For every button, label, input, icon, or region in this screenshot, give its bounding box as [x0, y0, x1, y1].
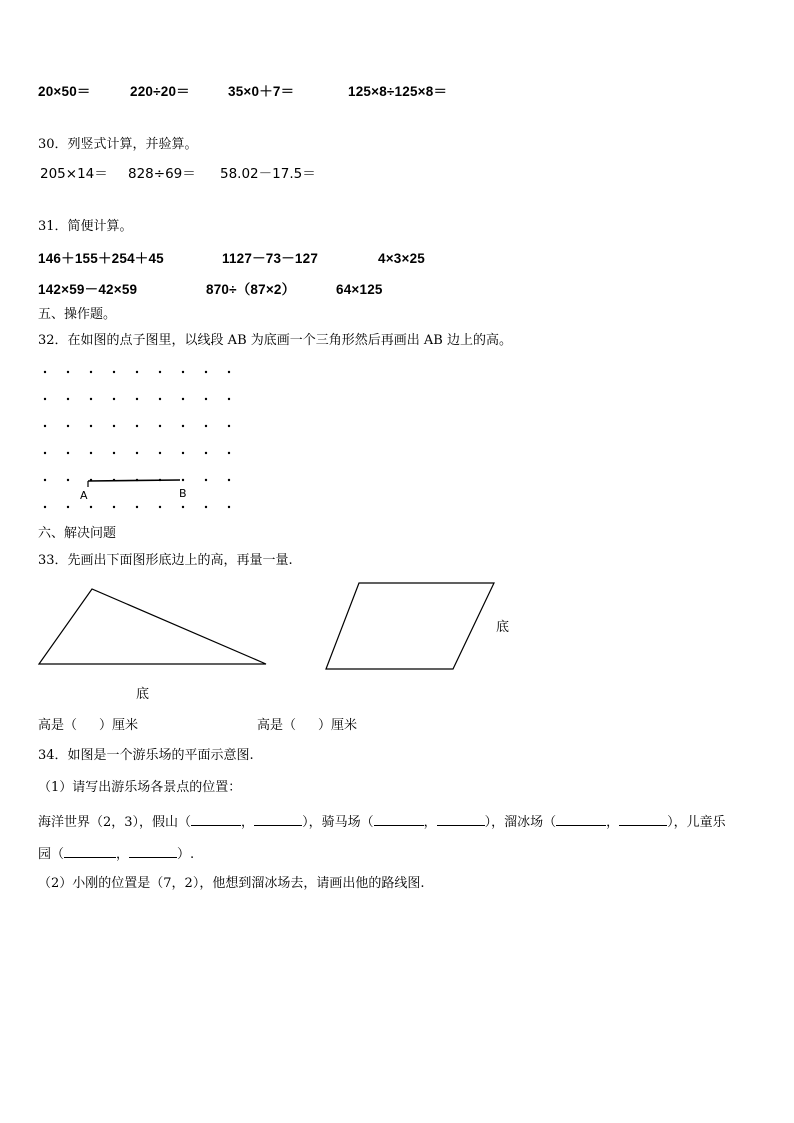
calc-item-1: 20×50＝ [38, 84, 91, 99]
grid-dot [67, 452, 69, 454]
grid-dot [136, 398, 138, 400]
q33-title: 33．先画出下面图形底边上的高，再量一量. [38, 553, 293, 568]
q34-part1-title: （1）请写出游乐场各景点的位置： [38, 780, 242, 795]
grid-dot [228, 479, 230, 481]
triangle-base-label: 底 [136, 687, 150, 702]
grid-dot [44, 371, 46, 373]
grid-dot [205, 425, 207, 427]
answer-left [38, 719, 138, 732]
grid-dot [44, 479, 46, 481]
parallelogram-figure [322, 580, 502, 675]
grid-dot [90, 398, 92, 400]
grid-dot [182, 371, 184, 373]
q34-title: 34．如图是一个游乐场的平面示意图. [38, 748, 254, 763]
q32-title: 32．在如图的点子图里，以线段 AB 为底画一个三角形然后再画出 AB 边上的高。 [38, 333, 512, 348]
grid-dot [182, 452, 184, 454]
calc-item-2: 220÷20＝ [130, 84, 190, 99]
grid-dot [113, 425, 115, 427]
grid-dot [228, 425, 230, 427]
q30-item-3: 58.02－17.5＝ [220, 166, 316, 182]
answer-right-close: ）厘米 [318, 718, 358, 733]
dot-grid [44, 371, 230, 508]
grid-dot [159, 398, 161, 400]
grid-dot [182, 398, 184, 400]
children-x-blank[interactable] [64, 845, 116, 858]
skating-text: ），溜冰场（ [484, 815, 557, 830]
grid-dot [113, 371, 115, 373]
ocean-world-text: 海洋世界（2，3），假山（ [38, 815, 192, 830]
grid-dot [228, 506, 230, 508]
triangle-figure [36, 586, 276, 676]
answer-left-close: ）厘米 [99, 718, 139, 733]
grid-dot [67, 398, 69, 400]
q34-part2: （2）小刚的位置是（7，2），他想到溜冰场去，请画出他的路线图. [38, 876, 425, 891]
triangle [39, 589, 266, 664]
grid-dot [113, 452, 115, 454]
grid-dot [136, 371, 138, 373]
grid-dot [205, 506, 207, 508]
q31-title: 31．简便计算。 [38, 219, 133, 234]
grid-dot [90, 452, 92, 454]
parallelogram [326, 583, 494, 669]
q34-locations-line1 [38, 813, 726, 829]
q34-locations-line2 [38, 845, 194, 861]
q31-item-3: 4×3×25 [378, 251, 425, 266]
grid-dot [44, 398, 46, 400]
park-start-text: 园（ [38, 847, 65, 862]
grid-dot [90, 506, 92, 508]
grid-dot [159, 425, 161, 427]
grid-dot [159, 506, 161, 508]
grid-dot [182, 425, 184, 427]
q30-item-2: 828÷69＝ [128, 166, 196, 182]
grid-dot [228, 452, 230, 454]
grid-dot [205, 452, 207, 454]
horse-text: ），骑马场（ [302, 815, 374, 830]
grid-dot [113, 398, 115, 400]
grid-dot [90, 425, 92, 427]
grid-dot [113, 506, 115, 508]
q31-item-2: 1127－73－127 [222, 251, 319, 266]
grid-dot [205, 398, 207, 400]
q31-item-6: 64×125 [336, 282, 383, 297]
grid-dot [159, 452, 161, 454]
grid-dot [67, 371, 69, 373]
grid-dot [205, 371, 207, 373]
grid-dot [182, 506, 184, 508]
grid-dot [136, 452, 138, 454]
grid-dot [228, 398, 230, 400]
calc-item-4: 125×8÷125×8＝ [348, 84, 448, 99]
grid-dot [182, 479, 184, 481]
comma-3: ， [606, 815, 620, 830]
q30-item-1: 205×14＝ [40, 166, 108, 182]
grid-dot [67, 425, 69, 427]
answer-left-open: 高是（ [38, 718, 78, 733]
grid-dot [136, 425, 138, 427]
children-y-blank[interactable] [129, 845, 177, 858]
grid-dot [90, 371, 92, 373]
parallelogram-base-label: 底 [496, 620, 510, 635]
rockery-x-blank[interactable] [191, 813, 241, 826]
grid-dot [44, 425, 46, 427]
q31-item-4: 142×59－42×59 [38, 282, 138, 297]
q31-item-1: 146＋155＋254＋45 [38, 251, 164, 266]
q31-item-5: 870÷（87×2） [206, 282, 296, 297]
segment-ab [88, 480, 180, 481]
grid-dot [205, 479, 207, 481]
horse-x-blank[interactable] [374, 813, 424, 826]
answer-right [257, 719, 357, 732]
grid-dot [44, 506, 46, 508]
label-a: A [80, 489, 88, 502]
section-6-title: 六、解决问题 [38, 526, 117, 541]
grid-dot [67, 506, 69, 508]
comma-4: ， [116, 847, 130, 862]
q30-title: 30．列竖式计算，并验算。 [38, 137, 198, 152]
grid-dot [159, 371, 161, 373]
calc-item-3: 35×0＋7＝ [228, 84, 295, 99]
label-b: B [179, 487, 187, 500]
park-end-text: ）. [177, 847, 195, 862]
horse-y-blank[interactable] [437, 813, 485, 826]
dot-grid-figure [30, 362, 270, 522]
grid-dot [136, 506, 138, 508]
grid-dot [44, 452, 46, 454]
comma-1: ， [241, 815, 255, 830]
grid-dot [228, 371, 230, 373]
rockery-y-blank[interactable] [254, 813, 302, 826]
skating-y-blank[interactable] [619, 813, 667, 826]
grid-dot [67, 479, 69, 481]
section-5-title: 五、操作题。 [38, 307, 117, 322]
children-text: ），儿童乐 [667, 815, 726, 830]
skating-x-blank[interactable] [556, 813, 606, 826]
answer-right-open: 高是（ [257, 718, 297, 733]
comma-2: ， [423, 815, 437, 830]
